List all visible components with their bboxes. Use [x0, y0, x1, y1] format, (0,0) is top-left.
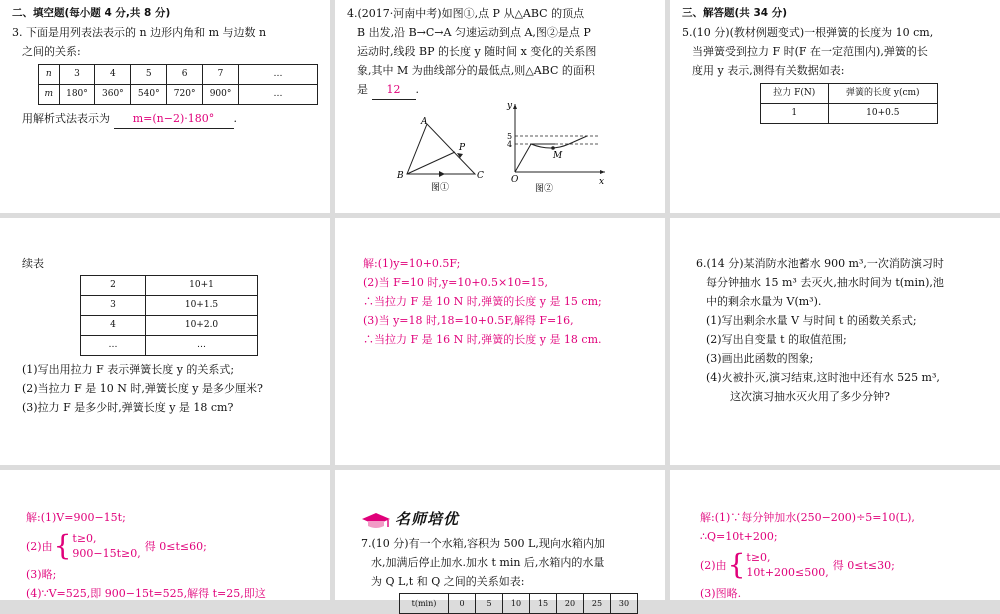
question-text: 3. 下面是用列表法表示的 n 边形内角和 m 与边数 n — [12, 26, 267, 39]
table-cell: 10+1.5 — [146, 296, 258, 316]
solution-result: 得 0≤t≤60; — [144, 539, 207, 553]
table-cell: 0 — [449, 594, 476, 614]
inequality-system — [746, 550, 828, 580]
table-cell: 540° — [131, 85, 167, 105]
origin-label: O — [511, 175, 519, 185]
brace-icon: { — [727, 548, 746, 581]
table-row — [81, 296, 258, 316]
table-cell: 7 — [203, 65, 239, 85]
solution-line: (3)略; — [26, 568, 57, 581]
banner-title: 名师培优 — [395, 510, 460, 528]
point-label-p: P — [459, 143, 466, 153]
vertex-label-c: C — [477, 171, 484, 181]
solution-system — [26, 527, 318, 565]
inequality: t≥0, — [746, 551, 771, 564]
figure-1-triangle — [397, 116, 497, 192]
question-text: 每分钟抽水 15 m³ 去灭火,抽水时间为 t(min),池 — [706, 276, 944, 289]
panel-q7-solution — [670, 470, 1000, 600]
point-label-m: M — [553, 151, 563, 161]
question-text: 中的剩余水量为 V(m³). — [706, 295, 822, 308]
solution-line: ∴当拉力 F 是 10 N 时,弹簧的长度 y 是 15 cm; — [363, 295, 602, 308]
punctuation: . — [415, 83, 419, 96]
axis-label-y: y — [507, 101, 513, 111]
question-text: B 出发,沿 B→C→A 匀速运动到点 A,图②是点 P — [357, 26, 591, 39]
section-title: 二、填空题(每小题 4 分,共 8 分) — [12, 7, 171, 19]
answer-prefix: 是 — [357, 83, 368, 96]
solution-line: 解:(1)y=10+0.5F; — [363, 257, 461, 270]
table-cell: 180° — [59, 85, 95, 105]
solution-prefix: (2)由 — [700, 558, 727, 572]
panel-fill-in-q3 — [0, 0, 330, 213]
table-header: 弹簧的长度 y(cm) — [828, 84, 937, 104]
table-row — [39, 65, 318, 85]
table-cell: 5 — [476, 594, 503, 614]
figure-caption: 图① — [431, 183, 450, 193]
vertex-label-b: B — [397, 171, 404, 181]
continued-label: 续表 — [22, 257, 44, 270]
panel-q5-solution — [335, 218, 665, 465]
table-row — [81, 276, 258, 296]
table-cell: 10+2.0 — [146, 316, 258, 336]
sub-question: (2)当拉力 F 是 10 N 时,弹簧长度 y 是多少厘米? — [22, 382, 263, 395]
graduation-cap-icon — [361, 511, 391, 529]
inequality: 10t+200≤500, — [746, 566, 829, 579]
analytic-prefix: 用解析式法表示为 — [22, 112, 110, 125]
table-cell: 4 — [95, 65, 131, 85]
panel-fill-in-q4 — [335, 0, 665, 213]
table-cell: 6 — [167, 65, 203, 85]
table-cell: 4 — [81, 316, 146, 336]
table-cell: 5 — [131, 65, 167, 85]
point-m — [551, 146, 555, 150]
panel-q5-continued — [0, 218, 330, 465]
table-header: t(min) — [400, 594, 449, 614]
table-cell: 25 — [584, 594, 611, 614]
solution-line: (3)图略. — [700, 587, 742, 600]
question-text: 为 Q L,t 和 Q 之间的关系如表: — [371, 575, 525, 588]
solution-result: 得 0≤t≤30; — [832, 558, 895, 572]
spring-table-continued — [80, 275, 258, 356]
table-cell: … — [81, 336, 146, 356]
table-cell: 20 — [557, 594, 584, 614]
panel-q6-solution — [0, 470, 330, 600]
punctuation: . — [233, 112, 237, 125]
axis-label-x: x — [599, 177, 605, 187]
water-tank-table — [399, 593, 638, 614]
sub-question: (3)画出此函数的图象; — [706, 352, 814, 365]
arrow-icon — [513, 104, 517, 109]
question-text: 6.(14 分)某消防水池蓄水 900 m³,一次消防演习时 — [696, 257, 944, 270]
question-text: 当弹簧受到拉力 F 时(F 在一定范围内),弹簧的长 — [692, 45, 928, 58]
question-text: 水,加满后停止加水.加水 t min 后,水箱内的水量 — [371, 556, 605, 569]
sub-question: 这次演习抽水灭火用了多少分钟? — [730, 390, 890, 403]
table-cell: n — [39, 65, 60, 85]
answer-line — [347, 80, 653, 100]
table-cell: … — [239, 65, 318, 85]
arrow-icon — [439, 171, 445, 177]
figure-caption: 图② — [535, 184, 554, 194]
solution-line: 解:(1)V=900−15t; — [26, 511, 126, 524]
solution-line: (2)当 F=10 时,y=10+0.5×10=15, — [363, 276, 548, 289]
solution-line: ∴Q=10t+200; — [700, 530, 778, 543]
table-cell: 15 — [530, 594, 557, 614]
sub-question: (1)写出剩余水量 V 与时间 t 的函数关系式; — [706, 314, 917, 327]
answer-blank: 12 — [372, 80, 416, 100]
table-cell: 3 — [59, 65, 95, 85]
brace-icon: { — [53, 529, 72, 562]
table-cell: 360° — [95, 85, 131, 105]
table-cell: … — [146, 336, 258, 356]
table-cell: 720° — [167, 85, 203, 105]
question-text: 之间的关系: — [22, 45, 81, 58]
tick-label: 5 — [507, 132, 513, 141]
solution-system — [700, 546, 988, 584]
section-title: 三、解答题(共 34 分) — [682, 7, 788, 19]
panel-q6 — [670, 218, 1000, 465]
polygon-angle-table — [38, 64, 318, 105]
table-cell: 10+1 — [146, 276, 258, 296]
table-cell: 1 — [761, 104, 829, 124]
table-row — [761, 84, 938, 104]
sub-question: (2)写出自变量 t 的取值范围; — [706, 333, 847, 346]
inequality-system — [72, 531, 140, 561]
table-cell: m — [39, 85, 60, 105]
tick-label: 4 — [507, 140, 513, 149]
table-cell: … — [239, 85, 318, 105]
question-text: 象,其中 M 为曲线部分的最低点,则△ABC 的面积 — [357, 64, 595, 77]
question-text: 5.(10 分)(教材例题变式)一根弹簧的长度为 10 cm, — [682, 26, 934, 39]
table-cell: 10+0.5 — [828, 104, 937, 124]
table-cell: 3 — [81, 296, 146, 316]
question-text: 度用 y 表示,测得有关数据如表: — [692, 64, 845, 77]
table-cell: 30 — [611, 594, 638, 614]
sub-question: (4)火被扑灭,演习结束,这时池中还有水 525 m³, — [706, 371, 940, 384]
solution-line: (3)当 y=18 时,18=10+0.5F,解得 F=16, — [363, 314, 574, 327]
answer-blank: m=(n−2)·180° — [114, 109, 234, 129]
question-text: 运动时,线段 BP 的长度 y 随时间 x 变化的关系图 — [357, 45, 597, 58]
table-cell: 900° — [203, 85, 239, 105]
table-cell: 2 — [81, 276, 146, 296]
arrow-icon — [600, 170, 605, 174]
table-row — [400, 594, 638, 614]
table-header: 拉力 F(N) — [761, 84, 829, 104]
table-row — [81, 316, 258, 336]
solution-prefix: (2)由 — [26, 539, 53, 553]
analytic-line — [12, 109, 318, 129]
sub-question: (3)拉力 F 是多少时,弹簧长度 y 是 18 cm? — [22, 401, 234, 414]
panel-solve-q5 — [670, 0, 1000, 213]
solution-line: ∴当拉力 F 是 16 N 时,弹簧的长度 y 是 18 cm. — [363, 333, 602, 346]
table-row — [39, 85, 318, 105]
vertex-label-a: A — [421, 117, 428, 127]
spring-table — [760, 83, 938, 124]
table-cell: 10 — [503, 594, 530, 614]
sub-question: (1)写出用拉力 F 表示弹簧长度 y 的关系式; — [22, 363, 235, 376]
solution-line: 解:(1)∵每分钟加水(250−200)÷5=10(L), — [700, 511, 915, 524]
figure-2-graph — [503, 100, 613, 192]
graph-curve — [531, 136, 587, 148]
question-text: 7.(10 分)有一个水箱,容积为 500 L,现向水箱内加 — [361, 537, 605, 550]
banner — [361, 510, 459, 529]
question-text: 4.(2017·河南中考)如图①,点 P 从△ABC 的顶点 — [347, 7, 585, 20]
inequality: t≥0, — [72, 532, 97, 545]
inequality: 900−15t≥0, — [72, 547, 141, 560]
table-row — [761, 104, 938, 124]
table-row — [81, 336, 258, 356]
solution-line: (4)∵V=525,即 900−15t=525,解得 t=25,即这 — [26, 587, 266, 600]
panel-q7 — [335, 470, 665, 608]
